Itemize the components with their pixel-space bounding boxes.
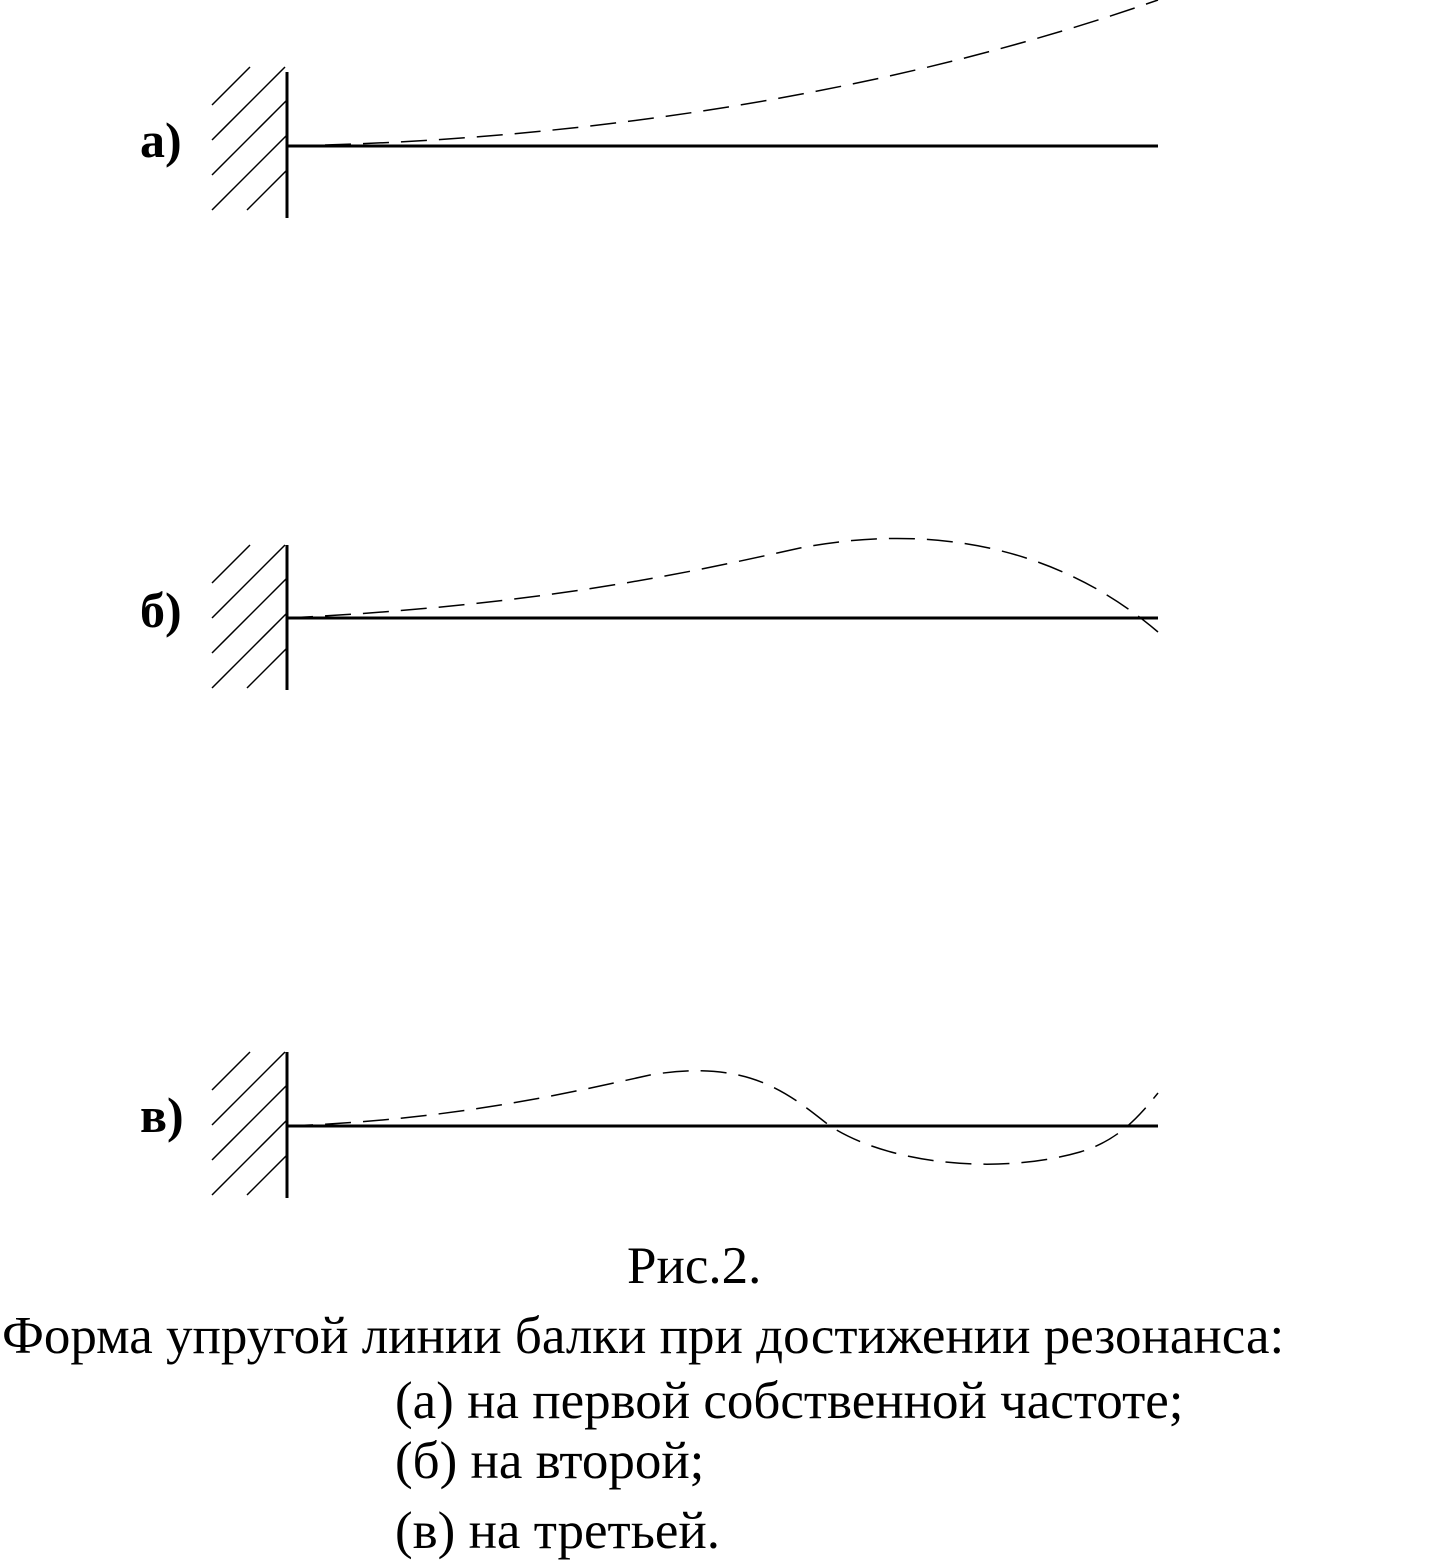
wall-hatching — [212, 545, 287, 688]
panel-label-a: а) — [140, 112, 182, 168]
panel-a-cantilever — [212, 0, 1158, 218]
mode-shape-curve — [287, 0, 1158, 146]
panel-label-c: в) — [140, 1087, 184, 1143]
caption-item-b: (б) на второй; — [395, 1432, 705, 1490]
panel-c-cantilever — [212, 1052, 1158, 1198]
mode-shape-curve — [287, 1071, 1158, 1164]
figure-caption-title: Форма упругой линии балки при достижении резонанса: — [2, 1307, 1285, 1365]
panel-label-b: б) — [140, 582, 182, 638]
caption-item-a: (а) на первой собственной частоте; — [395, 1372, 1184, 1430]
wall-hatching — [212, 1052, 287, 1195]
panel-b-cantilever — [212, 538, 1158, 690]
wall-hatching — [212, 67, 287, 210]
figure-number: Рис.2. — [627, 1237, 762, 1295]
caption-item-c: (в) на третьей. — [395, 1502, 721, 1560]
